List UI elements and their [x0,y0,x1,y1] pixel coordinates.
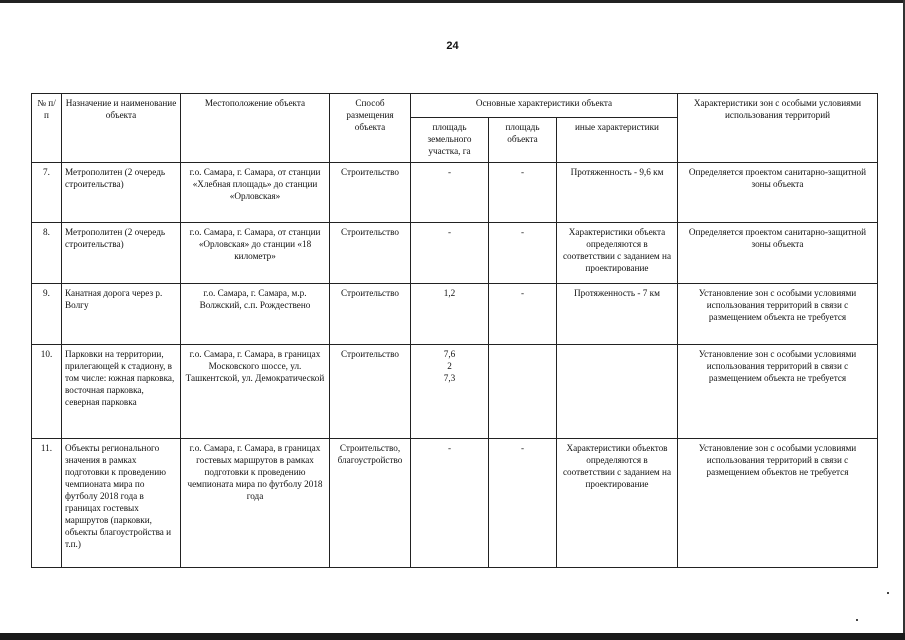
land-area-south: 7,6 [443,349,456,359]
row-land-area: - [411,439,489,568]
row-purpose: Парковки на территории, прилегающей к стадиону, в том числе: южная парковка, восточная парковка, северная парковка [62,345,181,439]
row-purpose: Канатная дорога через р. Волгу [62,284,181,345]
header-other: иные характеристики [557,118,678,163]
row-num: 10. [32,345,62,439]
table-row [32,284,878,345]
row-location: г.о. Самара, г. Самара, м.р. Волжский, с.п. Рождествено [181,284,330,345]
scan-speck [887,592,889,594]
row-method: Строительство [330,223,411,284]
row-location: г.о. Самара, г. Самара, от станции «Хлебная площадь» до станции «Орловская» [181,163,330,223]
row-zones: Установление зон с особыми условиями использования территорий в связи с размещением объекта не требуется [678,345,878,439]
row-object-area: - [489,439,557,568]
row-num: 11. [32,439,62,568]
row-num: 9. [32,284,62,345]
header-land-area: площадь земельного участка, га [411,118,489,163]
page-number: 24 [446,40,459,52]
row-location: г.о. Самара, г. Самара, в границах гостевых маршрутов в рамках подготовки к проведению чемпионата мира по футболу 2018 года [181,439,330,568]
land-area-north: 7,3 [443,373,456,383]
row-land-area: 1,2 [411,284,489,345]
page-top-edge [0,0,905,3]
row-object-area: - [489,163,557,223]
row-purpose: Объекты регионального значения в рамках подготовки к проведению чемпионата мира по футболу 2018 года в границах гостевых маршрутов (парковки, объекты благоустройства и т.п.) [62,439,181,568]
row-other [557,345,678,439]
row-location: г.о. Самара, г. Самара, в границах Московского шоссе, ул. Ташкентской, ул. Демократической [181,345,330,439]
header-object-area: площадь объекта [489,118,557,163]
scan-speck [856,619,858,621]
row-object-area [489,345,557,439]
row-land-area: - [411,163,489,223]
row-object-area: - [489,284,557,345]
objects-table [31,93,878,568]
header-num: № п/п [32,94,62,163]
header-method: Способ размещения объекта [330,94,411,163]
land-area-east: 2 [447,361,452,371]
row-zones: Установление зон с особыми условиями использования территорий в связи с размещением объектов не требуется [678,439,878,568]
row-other: Характеристики объектов определяются в соответствии с заданием на проектирование [557,439,678,568]
header-purpose: Назначение и наименование объекта [62,94,181,163]
page-bottom-edge [0,633,905,640]
row-method: Строительство [330,345,411,439]
row-location: г.о. Самара, г. Самара, от станции «Орловская» до станции «18 километр» [181,223,330,284]
row-purpose: Метрополитен (2 очередь строительства) [62,223,181,284]
row-num: 7. [32,163,62,223]
header-location: Местоположение объекта [181,94,330,163]
row-method: Строительство [330,163,411,223]
row-other: Протяженность - 7 км [557,284,678,345]
table-row [32,223,878,284]
row-zones: Определяется проектом санитарно-защитной зоны объекта [678,223,878,284]
row-other: Протяженность - 9,6 км [557,163,678,223]
table-row [32,439,878,568]
row-land-area [411,345,489,439]
row-zones: Определяется проектом санитарно-защитной зоны объекта [678,163,878,223]
header-main-characteristics: Основные характеристики объекта [411,94,678,118]
row-object-area: - [489,223,557,284]
row-method: Строительство [330,284,411,345]
row-land-area: - [411,223,489,284]
row-method: Строительство, благоустройство [330,439,411,568]
table-row [32,345,878,439]
row-zones: Установление зон с особыми условиями использования территорий в связи с размещением объекта не требуется [678,284,878,345]
table-row [32,163,878,223]
header-zones: Характеристики зон с особыми условиями использования территорий [678,94,878,163]
row-other: Характеристики объекта определяются в соответствии с заданием на проектирование [557,223,678,284]
row-num: 8. [32,223,62,284]
row-purpose: Метрополитен (2 очередь строительства) [62,163,181,223]
